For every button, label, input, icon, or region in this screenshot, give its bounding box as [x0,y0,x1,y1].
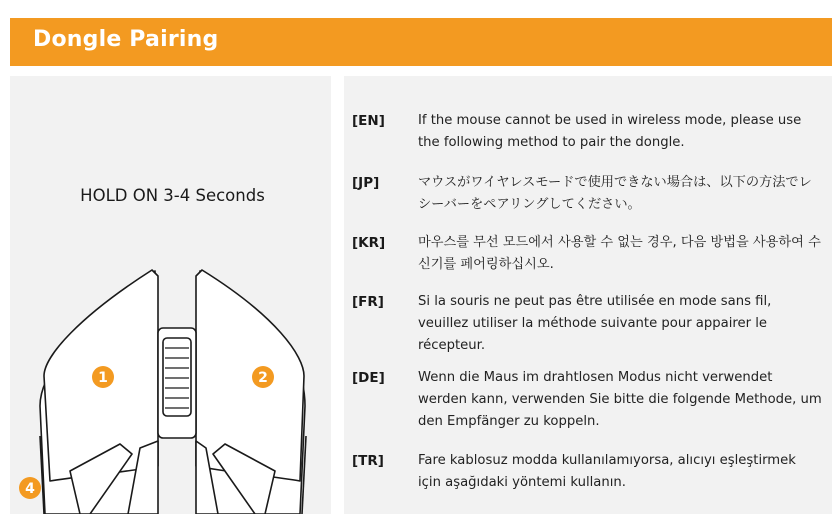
instructions-panel [344,76,832,514]
page-title: Dongle Pairing [33,27,219,52]
lang-code: [KR] [352,235,386,251]
right-button-outline [196,270,304,481]
illustration-panel [10,76,331,514]
mouse-illustration [10,76,331,514]
lang-code: [FR] [352,294,384,310]
lang-text: Fare kablosuz modda kullanılamıyorsa, alıcıyı eşleştirmek için aşağıdaki yöntemi kullanın. [418,453,796,490]
scroll-wheel [163,338,191,416]
marker-1-label: 1 [98,370,108,386]
header-banner [10,18,832,66]
hold-instruction: HOLD ON 3-4 Seconds [80,186,265,205]
marker-4-label: 4 [25,481,35,497]
lang-code: [JP] [352,175,380,191]
lang-text: 마우스를 무선 모드에서 사용할 수 없는 경우, 다음 방법을 사용하여 수신기를 페어링하십시오. [418,235,821,272]
lang-text: If the mouse cannot be used in wireless mode, please use the following method to pair the dongle. [418,113,802,150]
lang-code: [EN] [352,113,385,129]
marker-2-label: 2 [258,370,268,386]
lang-code: [TR] [352,453,384,469]
lang-text: Si la souris ne peut pas être utilisée en mode sans fil, veuillez utiliser la méthode suivante pour appairer le récepteur. [418,294,772,353]
lang-text: マウスがワイヤレスモードで使用できない場合は、以下の方法でレシーバーをペアリングしてください。 [418,175,812,212]
lang-code: [DE] [352,370,385,386]
lang-text: Wenn die Maus im drahtlosen Modus nicht verwendet werden kann, verwenden Sie bitte die folgende Methode, um den Empfänger zu koppeln. [418,370,822,429]
